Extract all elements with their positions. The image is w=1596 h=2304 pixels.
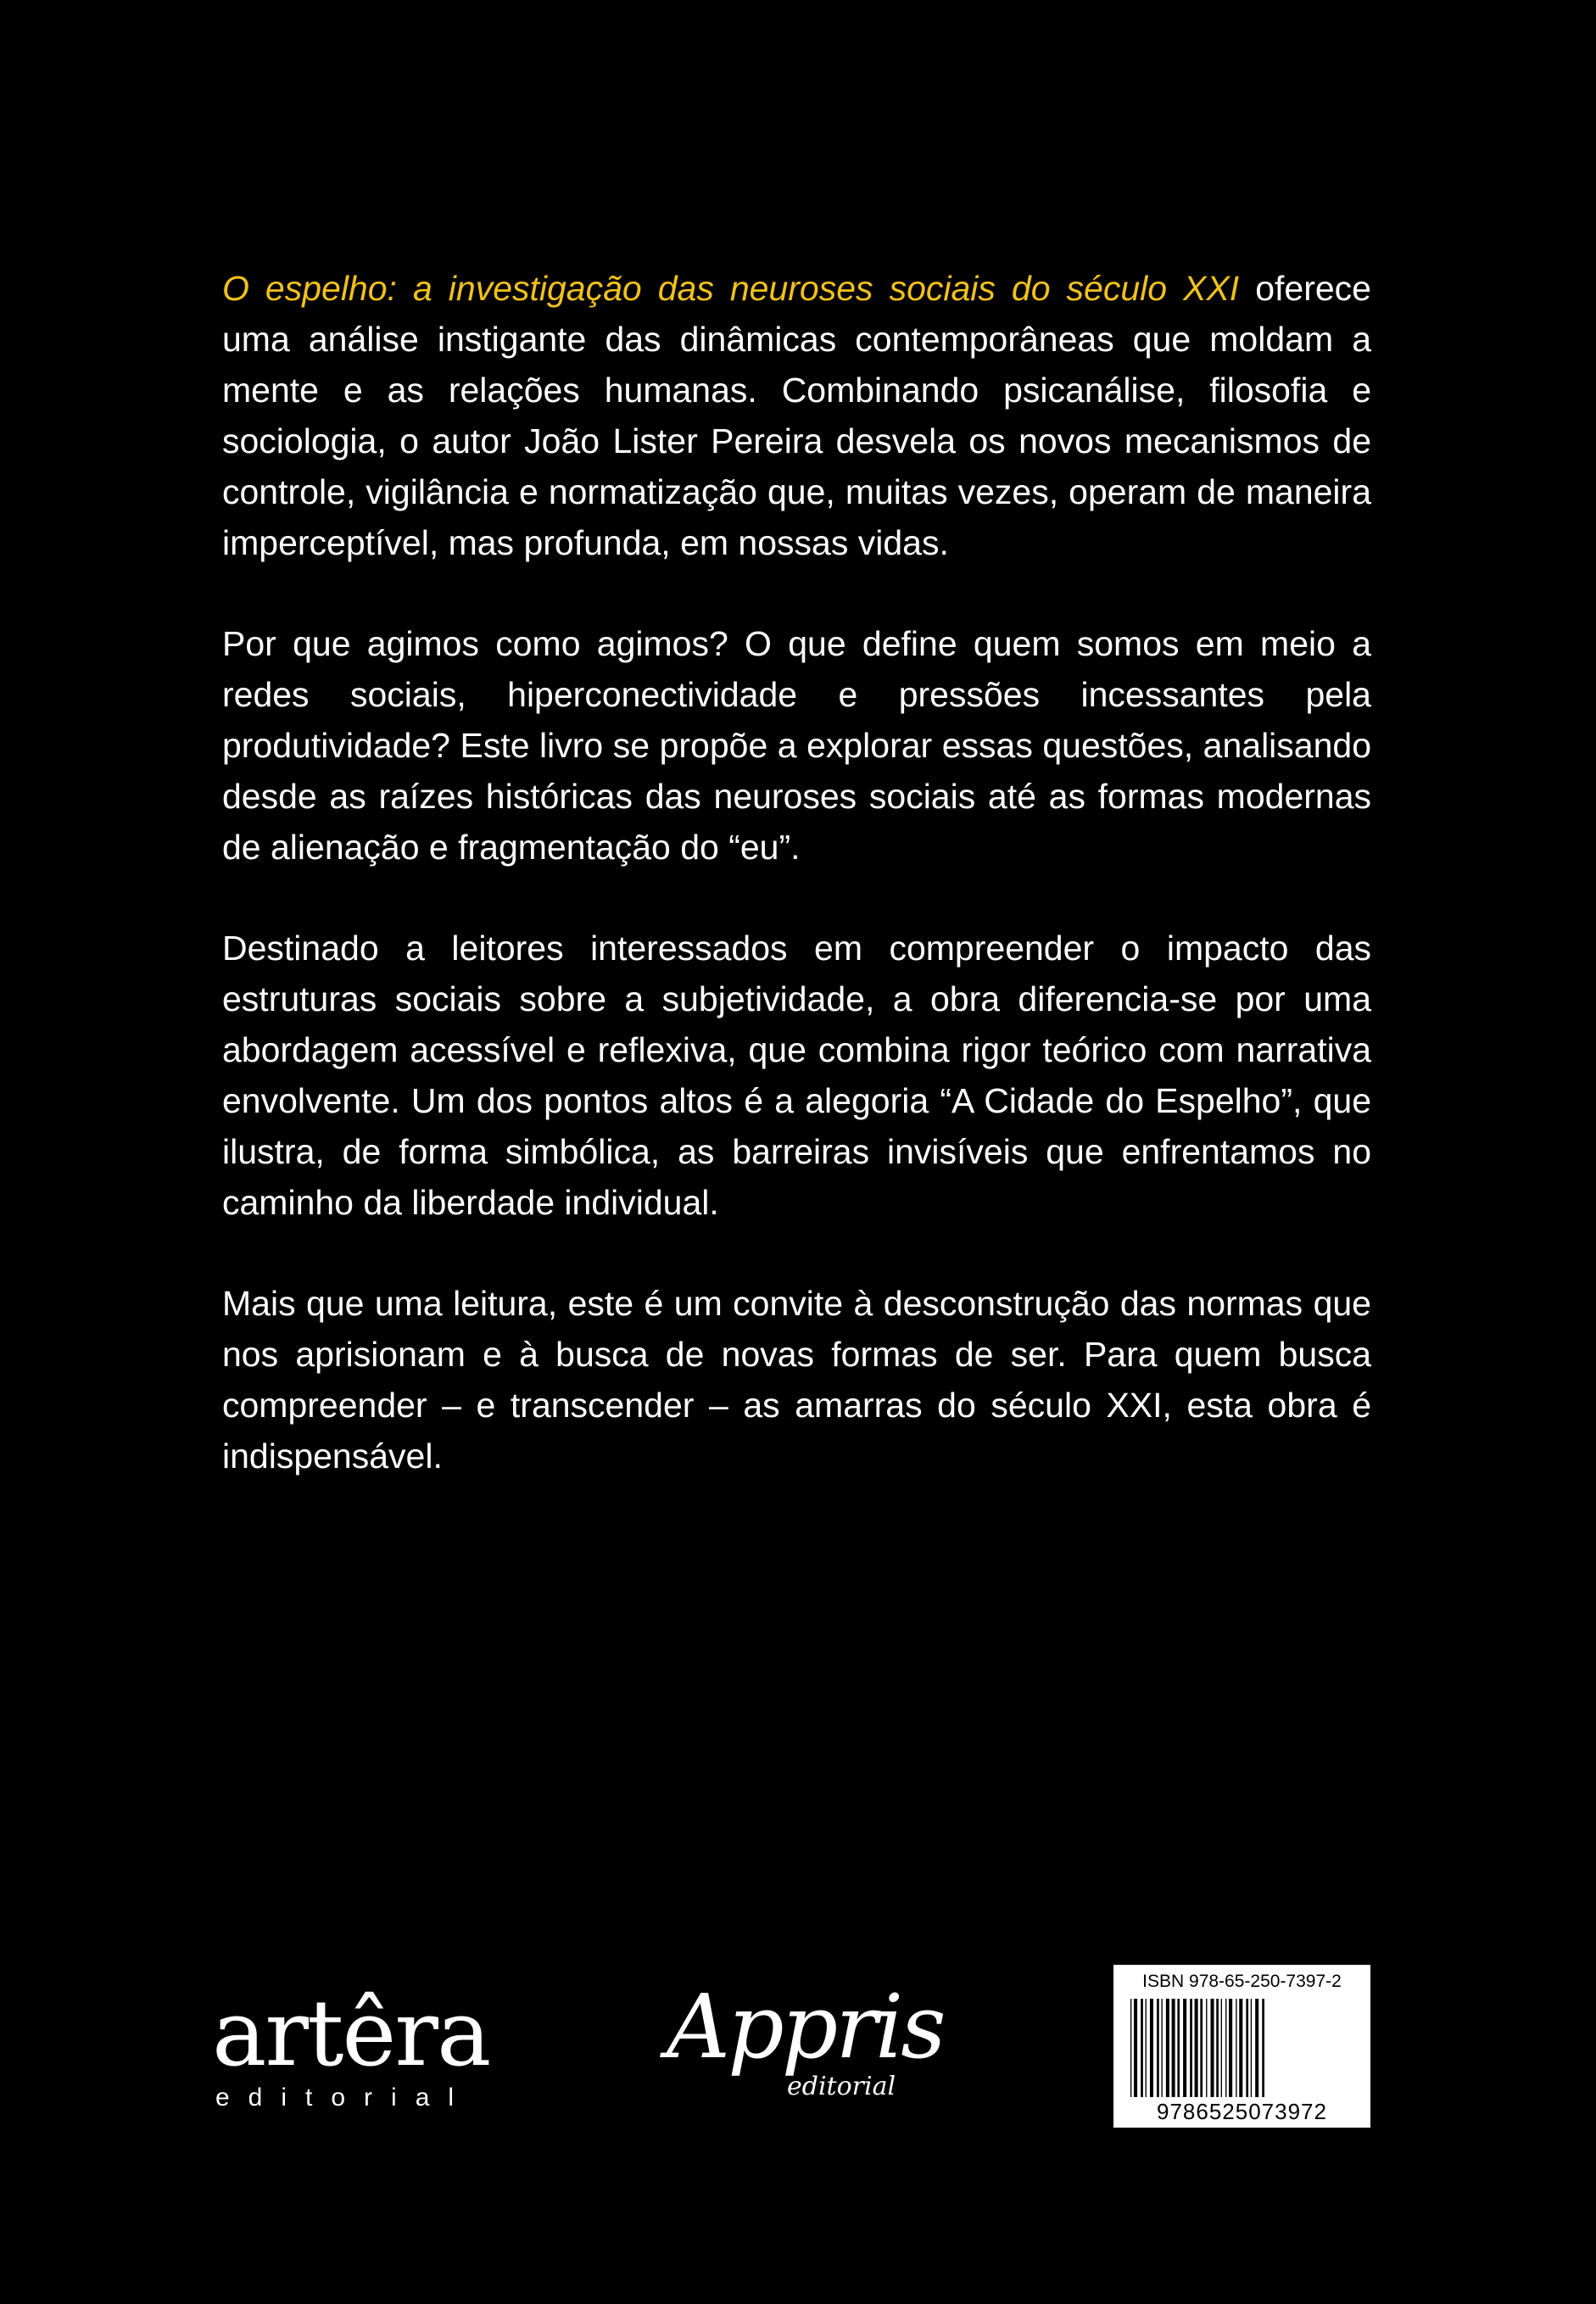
barcode-bar [1146,1999,1147,2097]
barcode-bar [1200,1999,1203,2097]
barcode-bar [1211,1999,1214,2097]
paragraph-2: Por que agimos como agimos? O que define quem somos em meio a redes sociais, hiperconectividade e pressões incessantes pela produtividade? Este livro se propõe a explorar essas questões, analisando desde as raízes históricas das neuroses sociais até as formas modernas de alienação e fragmentação do “eu”. [222,624,1371,867]
barcode-bar [1166,1999,1169,2097]
barcode-bar [1216,1999,1219,2097]
barcode-bar [1246,1999,1248,2097]
barcode-bar [1130,1999,1131,2097]
barcode-bar [1172,1999,1175,2097]
barcode-bar [1157,1999,1159,2097]
barcode-bar [1161,1999,1162,2097]
barcode-bar [1255,1999,1258,2097]
barcode-bar [1150,1999,1153,2097]
paragraph-1 [222,263,1371,568]
barcode-bar [1206,1999,1207,2097]
paragraph-4: Mais que uma leitura, este é um convite à desconstrução das normas que nos aprisionam e à busca de novas formas de ser. Para quem busca compreender – e transcender – as amarras do século XXI, esta obra é indispensável. [222,1284,1371,1476]
barcode-bar [1183,1999,1186,2097]
barcode-digits: 9786525073972 [1157,2099,1327,2124]
barcode-bar [1134,1999,1137,2097]
barcode-bar [1195,1999,1198,2097]
artera-logo-subtitle: editorial [215,2084,473,2112]
barcode-bar [1221,1999,1222,2097]
barcode-bar [1229,1999,1232,2097]
barcode-bars [1125,1999,1359,2099]
isbn-label: ISBN 978-65-250-7397-2 [1142,1972,1342,1991]
barcode-bar [1190,1999,1192,2097]
barcode-bar [1239,1999,1242,2097]
appris-logo [667,1975,946,2112]
barcode-bar [1251,1999,1252,2097]
barcode-bar [1177,1999,1180,2097]
appris-logo-subtitle: editorial [787,2072,896,2101]
artera-logo-name: artêra [212,1981,490,2087]
paragraph-3: Destinado a leitores interessados em compreender o impacto das estruturas sociais sobre a subjetividade, a obra diferencia-se por uma abordagem acessível e reflexiva, que combina rigor teórico com narrativa envolvente. Um dos pontos altos é a alegoria “A Cidade do Espelho”, que ilustra, de forma simbólica, as barreiras invisíveis que enfrentamos no caminho da liberdade individual. [222,929,1371,1222]
appris-logo-name: Appris [667,1975,944,2078]
barcode-bar [1141,1999,1143,2097]
barcode-bar [1225,1999,1226,2097]
book-title: O espelho: a investigação das neuroses sociais do século XXI [222,269,1240,308]
isbn-barcode [1113,1965,1370,2128]
artera-logo [212,1981,500,2112]
barcode-bar [1262,1999,1264,2097]
blurb-text [222,263,1371,1531]
paragraph-1-text: oferece uma análise instigante das dinâmicas contemporâneas que moldam a mente e as relações humanas. Combinando psicanálise, filosofia e sociologia, o autor João Lister Pereira desvela os novos mecanismos de controle, vigilância e normatização que, muitas vezes, operam de maneira imperceptível, mas profunda, em nossas vidas. [222,269,1371,562]
